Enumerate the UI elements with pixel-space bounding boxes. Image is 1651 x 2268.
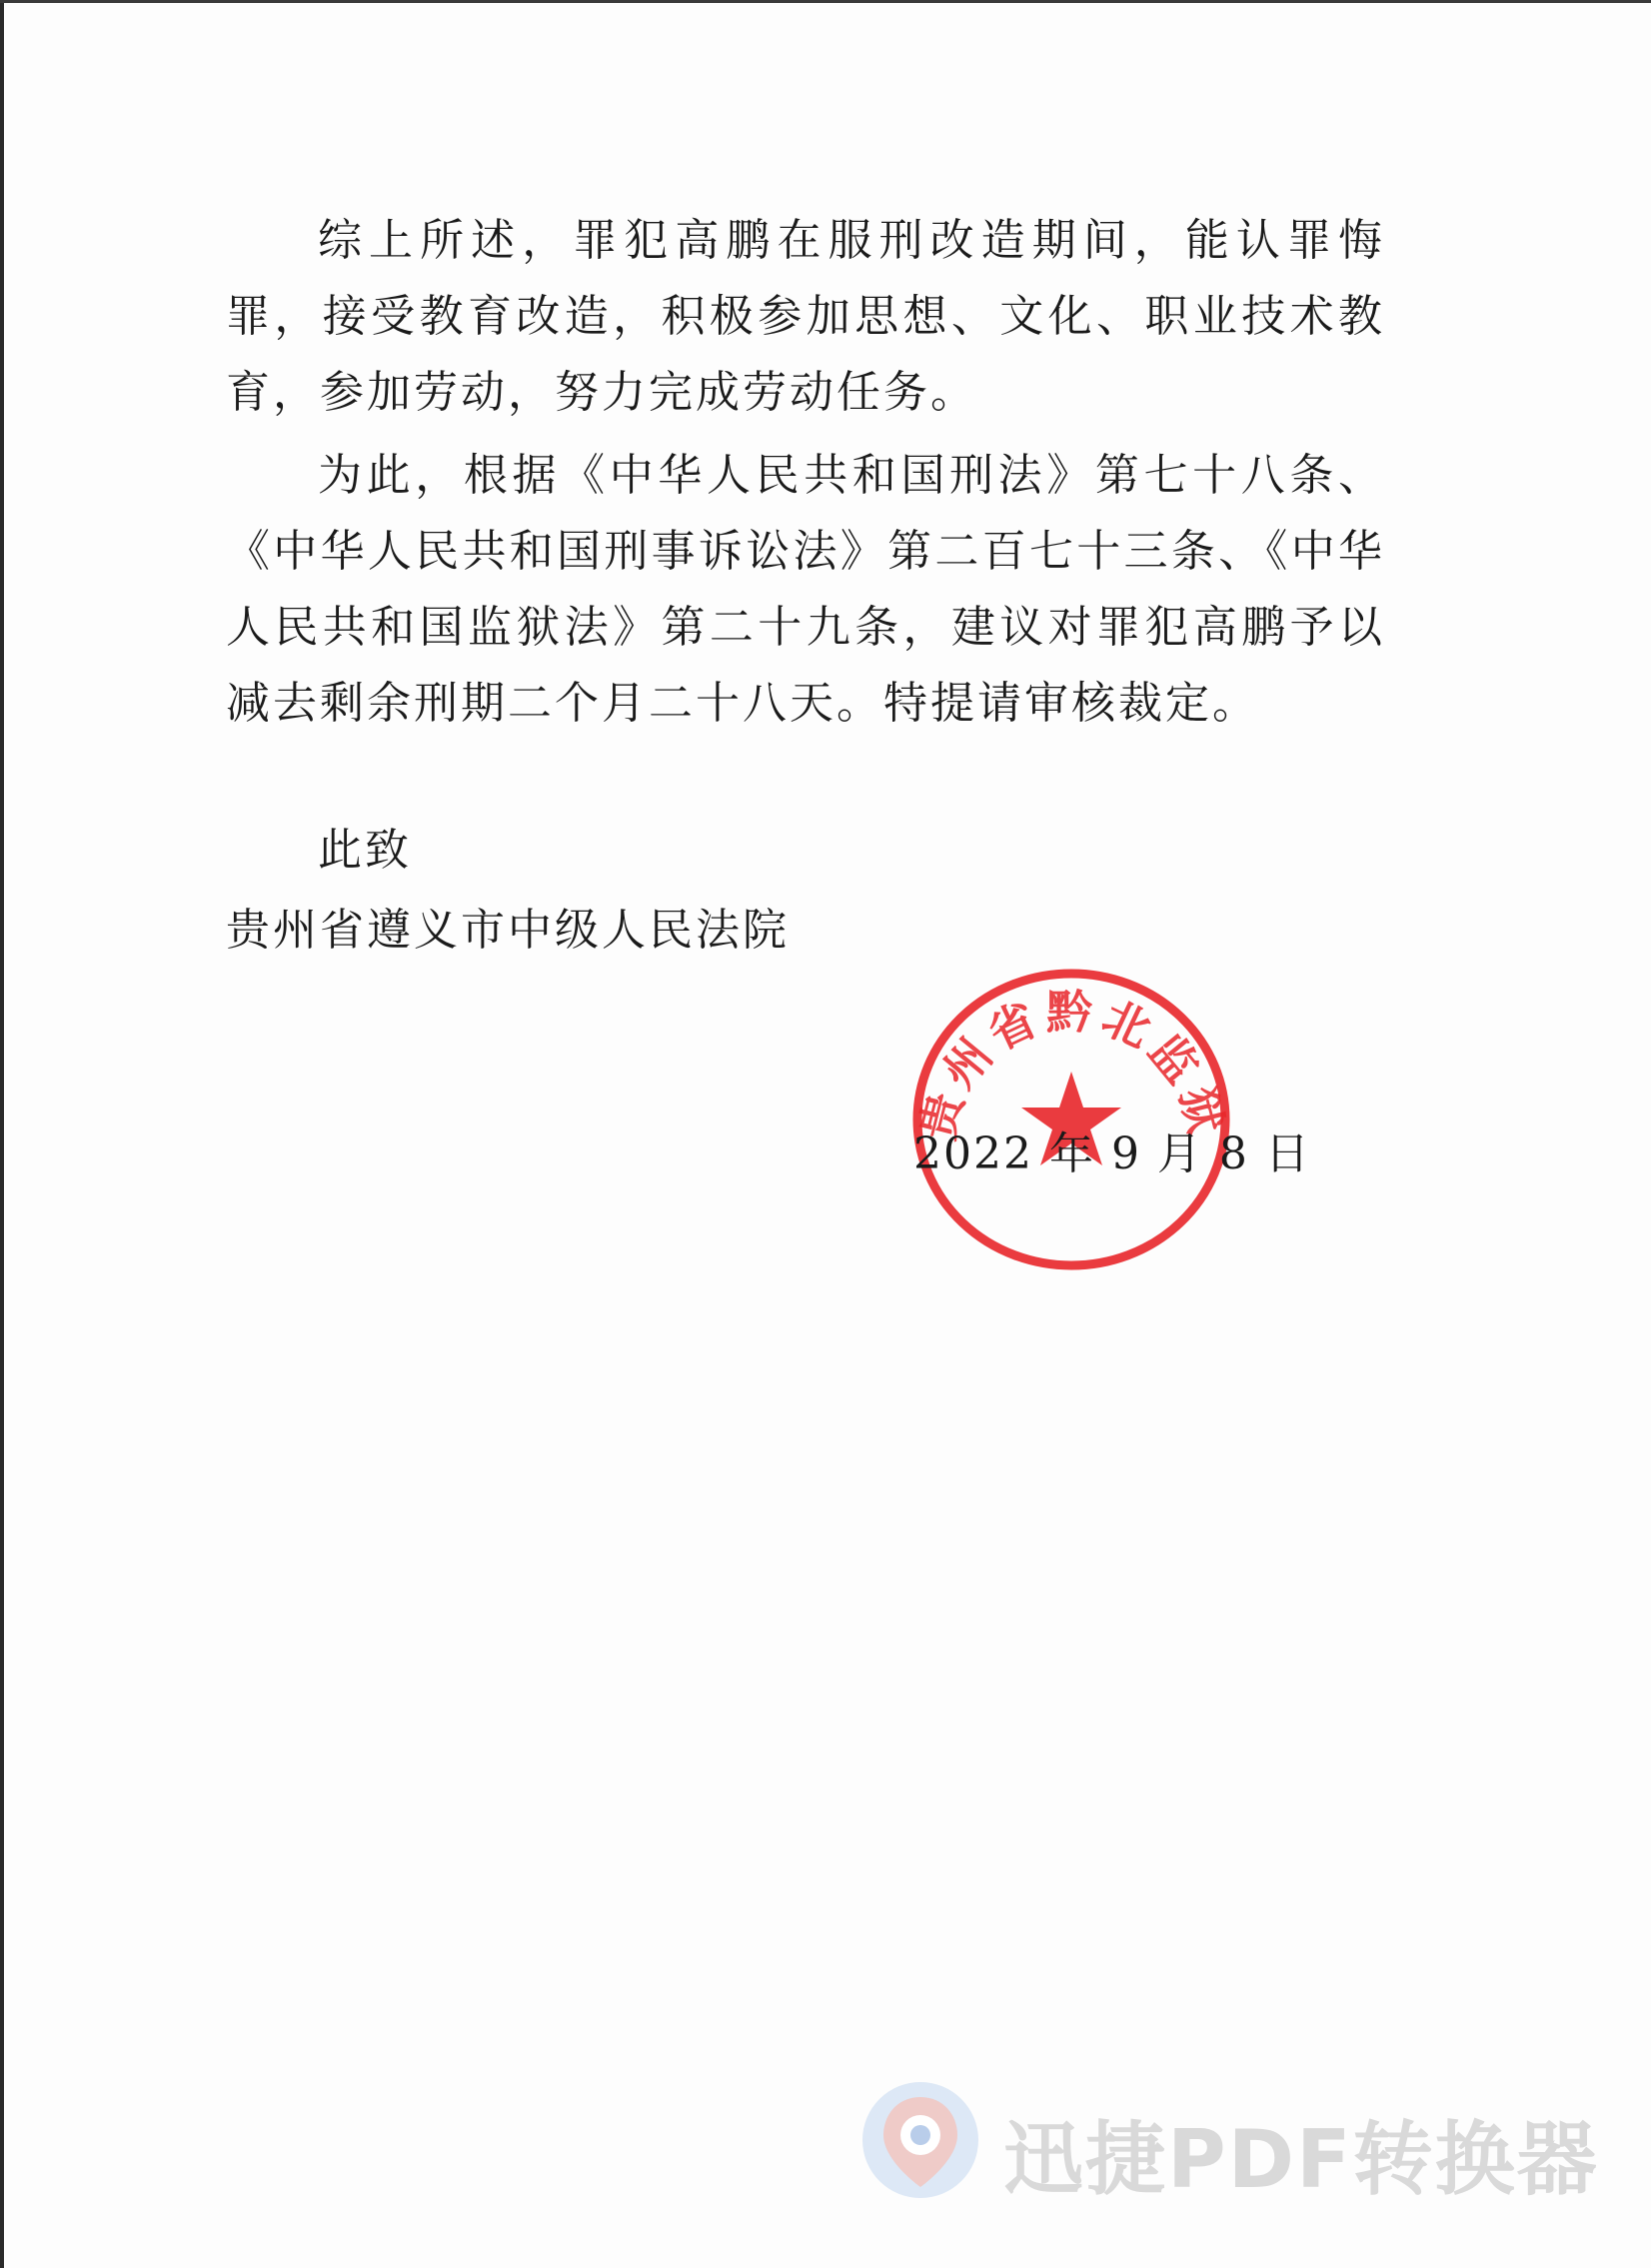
- scan-edge: [0, 0, 4, 2268]
- paragraph-recommendation: 为此，根据《中华人民共和国刑法》第七十八条、《中华人民共和国刑事诉讼法》第二百七十三条、《中华人民共和国监狱法》第二十九条，建议对罪犯高鹏予以减去剩余刑期二个月二十八天。特提请审核裁定。: [226, 450, 1385, 729]
- watermark: [855, 2075, 1615, 2215]
- watermark-text: 迅捷PDF转换器: [1003, 2113, 1599, 2206]
- pin-logo-icon: [855, 2075, 985, 2205]
- paragraph-summary: 综上所述，罪犯高鹏在服刑改造期间，能认罪悔罪，接受教育改造，积极参加思想、文化、职业技术教育，参加劳动，努力完成劳动任务。: [226, 215, 1385, 418]
- recipient-court: 贵州省遵义市中级人民法院: [226, 905, 790, 956]
- scan-edge-top: [0, 0, 1651, 3]
- seal-text: 贵州省黔北监狱: [909, 985, 1235, 1145]
- document-date: 2022 年 9 月 8 日: [913, 1129, 1311, 1179]
- salutation: 此致: [318, 825, 412, 876]
